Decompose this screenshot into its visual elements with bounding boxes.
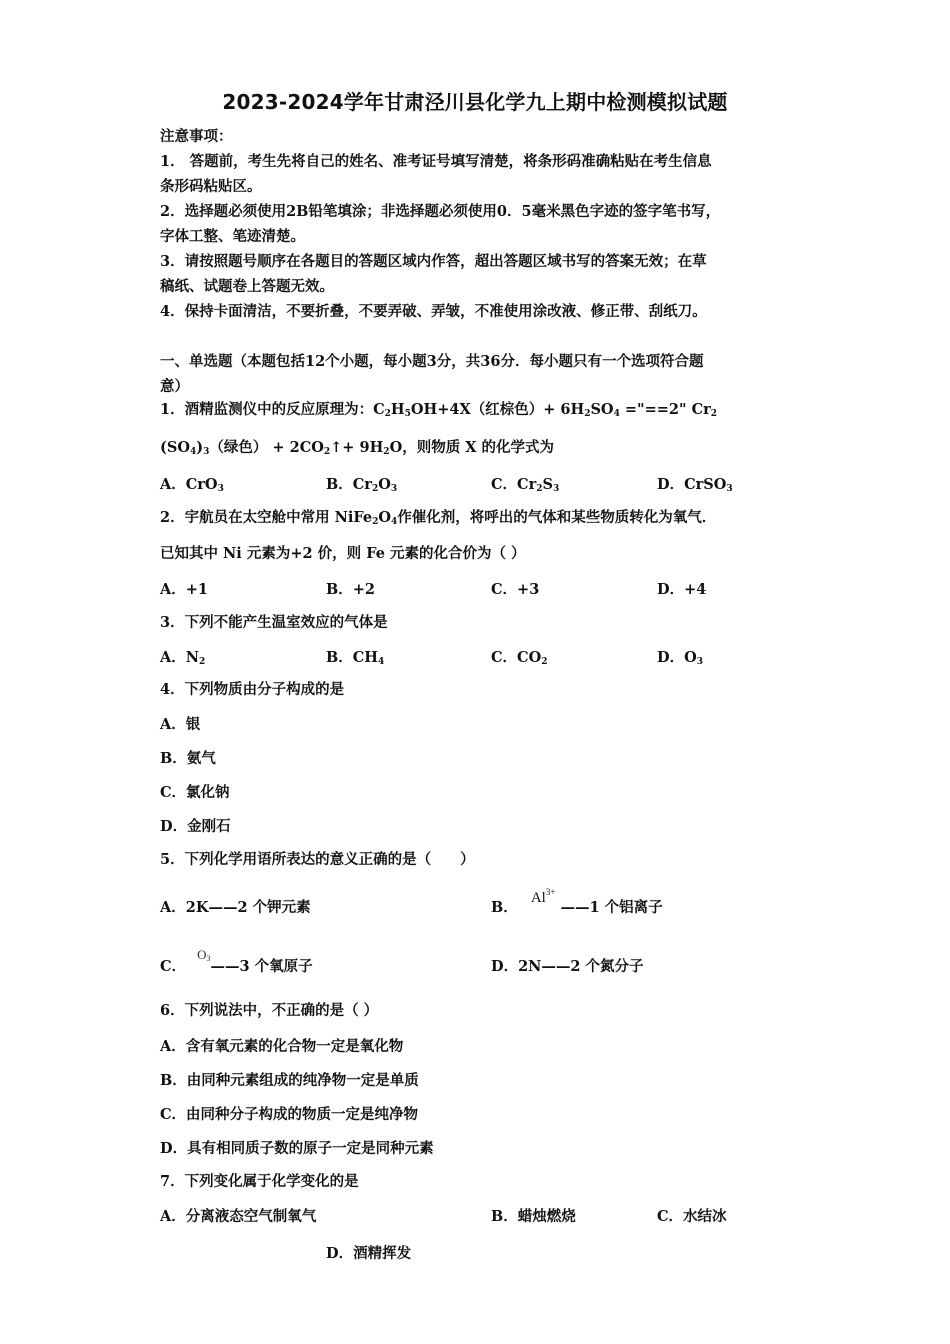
q3-option-b[interactable]: B．$CH_4$ [326,649,385,667]
q2-option-a[interactable]: A．+1 [160,581,208,598]
notice-item-1-cont: 条形码粘贴区。 [160,178,262,195]
q1-option-c[interactable]: C．$Cr_2S_3$ [491,476,560,494]
page-title: 2023-2024学年甘肃泾川县化学九上期中检测模拟试题 [222,90,728,114]
q4-option-a[interactable]: A．银 [160,716,201,733]
q7-option-c[interactable]: C．水结冰 [657,1208,727,1225]
q5-option-c[interactable]: C． $O_3——3$ 个氧原子 [160,947,313,975]
question-6-stem: 6．下列说法中，不正确的是（ ） [160,1002,379,1019]
q5-option-d[interactable]: D．2N——2 个氮分子 [491,958,644,975]
question-1-stem-cont: $(SO_4)_3$（绿色） + $2CO_2↑+ 9H_2O$，则物质 X 的化学式为 [160,439,555,457]
q3-option-d[interactable]: D．$O_3$ [657,649,703,667]
q3-option-a[interactable]: A．$N_2$ [160,649,206,667]
notice-item-1: 1． 答题前，考生先将自己的姓名、准考证号填写清楚，将条形码准确粘贴在考生信息 [160,153,712,170]
q1-option-d[interactable]: D．CrSO$_3$ [657,476,733,494]
question-2-stem: 2．宇航员在太空舱中常用 $NiFe_2O_4$作催化剂，将呼出的气体和某些物质转化为氧气． [160,509,717,527]
question-7-stem: 7．下列变化属于化学变化的是 [160,1173,359,1190]
notice-item-4: 4．保持卡面清洁，不要折叠，不要弄破、弄皱，不准使用涂改液、修正带、刮纸刀。 [160,303,707,320]
q6-option-d[interactable]: D．具有相同质子数的原子一定是同种元素 [160,1140,434,1157]
q4-option-c[interactable]: C．氯化钠 [160,784,230,801]
q3-option-c[interactable]: C．$CO_2$ [491,649,548,667]
section-heading: 一、单选题（本题包括12个小题，每小题3分，共36分．每小题只有一个选项符合题 [160,353,704,370]
q6-option-c[interactable]: C．由同种分子构成的物质一定是纯净物 [160,1106,419,1123]
question-5-stem: 5．下列化学用语所表达的意义正确的是（ ） [160,851,475,868]
q6-option-a[interactable]: A．含有氧元素的化合物一定是氧化物 [160,1038,404,1055]
q4-option-d[interactable]: D．金刚石 [160,818,231,835]
q1-option-a[interactable]: A．CrO$_3$ [160,476,224,494]
q7-option-a[interactable]: A．分离液态空气制氧气 [160,1208,317,1225]
q7-option-b[interactable]: B．蜡烛燃烧 [491,1208,576,1225]
section-heading-cont: 意） [160,378,189,395]
notice-item-3-cont: 稿纸、试题卷上答题无效。 [160,278,334,295]
al3plus-symbol: $Al^{3+}$ [530,887,556,906]
notice-item-2: 2．选择题必须使用2B铅笔填涂；非选择题必须使用0．5毫米黑色字迹的签字笔书写， [160,203,721,220]
o3-symbol: $O_3$ [197,947,211,963]
q6-option-b[interactable]: B．由同种元素组成的纯净物一定是单质 [160,1072,419,1089]
question-1-stem: 1．酒精监测仪中的反应原理为：$C_2H_5OH+4X$（红棕色）+ $6H_2SO_4$ ="==2" $Cr_2$ [160,401,718,419]
q7-option-d[interactable]: D．酒精挥发 [326,1245,412,1262]
q1-option-b[interactable]: B．$Cr_2O_3$ [326,476,398,494]
question-4-stem: 4．下列物质由分子构成的是 [160,681,345,698]
q2-option-c[interactable]: C．+3 [491,581,540,598]
question-2-stem-cont: 已知其中 Ni 元素为+2 价，则 Fe 元素的化合价为（ ） [160,545,526,562]
q5-option-a[interactable]: A．2K——2 个钾元素 [160,899,311,916]
q4-option-b[interactable]: B．氨气 [160,750,216,767]
notice-item-2-cont: 字体工整、笔迹清楚。 [160,228,305,245]
notice-item-3: 3．请按照题号顺序在各题目的答题区域内作答，超出答题区域书写的答案无效；在草 [160,253,707,270]
question-3-stem: 3．下列不能产生温室效应的气体是 [160,614,388,631]
q2-option-d[interactable]: D．+4 [657,581,707,598]
q5-option-b[interactable]: B． $Al^{3+}$ ——1 个铝离子 [491,887,663,916]
notice-heading: 注意事项： [160,128,233,145]
q2-option-b[interactable]: B．+2 [326,581,375,598]
